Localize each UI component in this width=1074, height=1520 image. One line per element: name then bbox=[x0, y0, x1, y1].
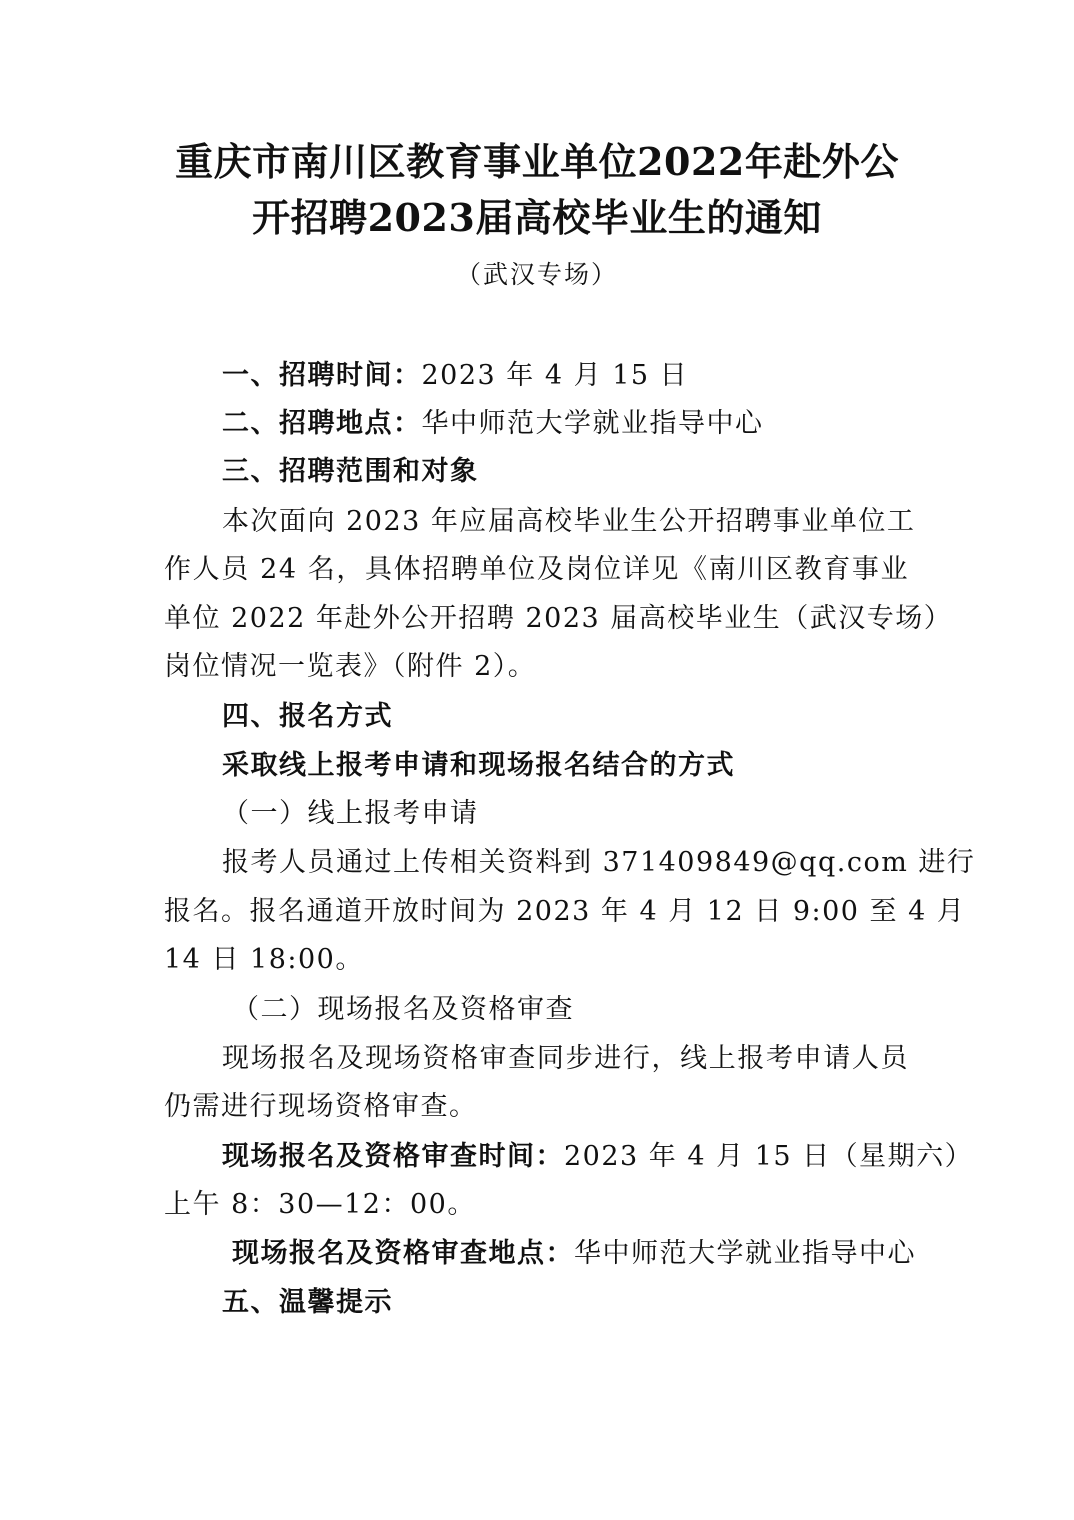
document-title-line-1: 重庆市南川区教育事业单位2022年赴外公 bbox=[175, 139, 899, 184]
onsite-place-label: 现场报名及资格审查地点： bbox=[232, 1238, 574, 1269]
section-heading-method: 四、报名方式 bbox=[222, 701, 393, 732]
subsection-online-heading: （一）线上报考申请 bbox=[222, 798, 479, 829]
onsite-place bbox=[232, 1234, 916, 1274]
section-heading-tips: 五、温馨提示 bbox=[222, 1287, 393, 1318]
section-value: 2023 年 4 月 15 日 bbox=[421, 360, 689, 391]
paragraph-line: 作人员 24 名，具体招聘单位及岗位详见《南川区教育事业 bbox=[164, 554, 909, 585]
paragraph-line: 单位 2022 年赴外公开招聘 2023 届高校毕业生（武汉专场） bbox=[164, 603, 953, 634]
paragraph-line: 上午 8：30—12：00。 bbox=[164, 1189, 476, 1220]
document-subtitle: （武汉专场） bbox=[455, 260, 618, 289]
section-recruit-place bbox=[222, 404, 764, 444]
document-title-line-2: 开招聘2023届高校毕业生的通知 bbox=[252, 195, 822, 240]
onsite-time-value: 2023 年 4 月 15 日（星期六） bbox=[564, 1141, 974, 1172]
paragraph-line: 仍需进行现场资格审查。 bbox=[164, 1091, 478, 1122]
section-label: 一、招聘时间： bbox=[222, 360, 422, 391]
paragraph-line: 报名。报名通道开放时间为 2023 年 4 月 12 日 9:00 至 4 月 bbox=[164, 896, 966, 927]
section-recruit-time bbox=[222, 356, 688, 396]
paragraph-line: 岗位情况一览表》（附件 2）。 bbox=[164, 651, 537, 682]
method-summary: 采取线上报考申请和现场报名结合的方式 bbox=[222, 750, 735, 781]
section-value: 华中师范大学就业指导中心 bbox=[421, 408, 764, 439]
paragraph-line: 现场报名及现场资格审查同步进行，线上报考申请人员 bbox=[222, 1043, 909, 1074]
paragraph-line: 本次面向 2023 年应届高校毕业生公开招聘事业单位工 bbox=[222, 506, 916, 537]
paragraph-line: 报考人员通过上传相关资料到 371409849@qq.com 进行 bbox=[222, 847, 976, 878]
onsite-place-value: 华中师范大学就业指导中心 bbox=[574, 1238, 916, 1269]
section-label: 二、招聘地点： bbox=[222, 408, 422, 439]
subsection-onsite-heading: （二）现场报名及资格审查 bbox=[232, 994, 574, 1025]
section-heading-scope: 三、招聘范围和对象 bbox=[222, 456, 479, 487]
onsite-time bbox=[222, 1137, 973, 1177]
onsite-time-label: 现场报名及资格审查时间： bbox=[222, 1141, 564, 1172]
paragraph-line: 14 日 18:00。 bbox=[164, 944, 364, 975]
